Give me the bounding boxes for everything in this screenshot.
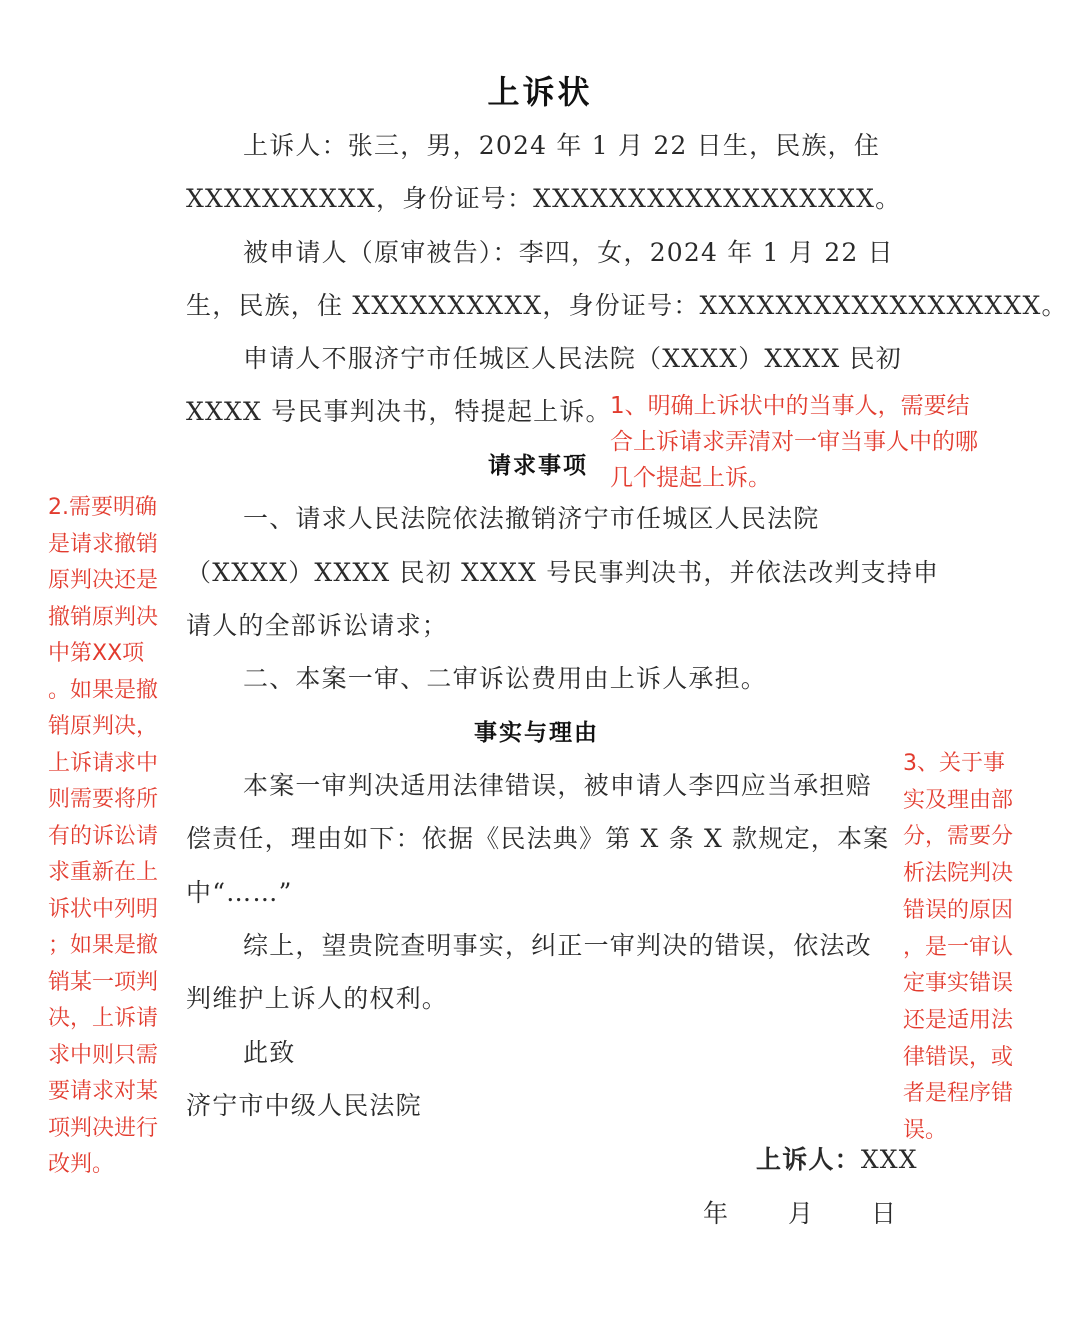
annotation-note-2-line: 原判决还是 <box>48 568 159 593</box>
facts-line-2: 偿责任，理由如下：依据《民法典》第 X 条 X 款规定，本案 <box>186 824 890 853</box>
section-heading-requests: 请求事项 <box>488 453 588 479</box>
conclusion-line-1: 综上，望贵院查明事实，纠正一审判决的错误，依法改 <box>243 931 872 960</box>
annotation-note-2-line: 。如果是撤 <box>48 677 159 703</box>
annotation-note-2-line: 中第XX项 <box>48 641 145 666</box>
annotation-note-3-line: 误。 <box>903 1118 948 1144</box>
appellant-line-2: XXXXXXXXXX，身份证号：XXXXXXXXXXXXXXXXXX。 <box>186 184 902 213</box>
annotation-note-3-line: 3、关于事 <box>903 751 1005 776</box>
annotation-note-2-line: 有的诉讼请 <box>48 823 159 849</box>
signature-label: 上诉人： <box>756 1145 861 1174</box>
annotation-note-2-line: 要请求对某 <box>48 1079 159 1104</box>
request-2-line: 二、本案一审、二审诉讼费用由上诉人承担。 <box>243 664 768 693</box>
annotation-note-2-line: 改判。 <box>48 1152 115 1177</box>
annotation-note-3-line: 律错误，或 <box>903 1044 1014 1070</box>
annotation-note-2-line: 销原判决， <box>48 714 159 739</box>
annotation-note-2-line: 决，上诉请 <box>48 1006 159 1031</box>
request-1-line-2: （XXXX）XXXX 民初 XXXX 号民事判决书，并依法改判支持申 <box>186 558 940 587</box>
intro-line-2: XXXX 号民事判决书，特提起上诉。 <box>186 397 612 426</box>
court-name: 济宁市中级人民法院 <box>186 1091 422 1120</box>
date-day: 日 <box>871 1199 897 1228</box>
annotation-note-1-line: 1、明确上诉状中的当事人，需要结 <box>610 393 970 419</box>
annotation-note-3-line: 错误的原因 <box>903 897 1014 923</box>
annotation-note-2-line: 诉状中列明 <box>48 896 159 922</box>
annotation-note-2-line: 销某一项判 <box>48 969 159 995</box>
respondent-line-2: 生，民族，住 XXXXXXXXXX，身份证号：XXXXXXXXXXXXXXXXXX。 <box>186 291 1068 320</box>
signature <box>756 1144 918 1176</box>
annotation-note-2-line: 2.需要明确 <box>48 495 157 520</box>
annotation-note-1-line: 几个提起上诉。 <box>610 465 771 491</box>
facts-line-3: 中“……” <box>186 878 293 907</box>
annotation-note-1 <box>610 388 978 496</box>
facts-line-1: 本案一审判决适用法律错误，被申请人李四应当承担赔 <box>243 771 872 800</box>
annotation-note-3-line: 析法院判决 <box>903 861 1014 887</box>
annotation-note-2-line: 上诉请求中 <box>48 750 159 776</box>
annotation-note-2-line: 撤销原判决 <box>48 604 159 630</box>
annotation-note-2-line: 是请求撤销 <box>48 531 159 557</box>
respondent-line-1: 被申请人（原审被告）：李四，女，2024 年 1 月 22 日 <box>243 238 894 267</box>
date-month: 月 <box>788 1199 814 1228</box>
annotation-note-2-line: 项判决进行 <box>48 1115 159 1141</box>
annotation-note-1-line: 合上诉请求弄清对一审当事人中的哪 <box>610 429 978 455</box>
intro-line-1: 申请人不服济宁市任城区人民法院（XXXX）XXXX 民初 <box>243 344 902 373</box>
request-1-line-3: 请人的全部诉讼请求； <box>186 611 449 640</box>
annotation-note-3-line: 实及理由部 <box>903 787 1014 813</box>
annotation-note-3-line: 者是程序错 <box>903 1081 1014 1107</box>
annotation-note-2-line: 求中则只需 <box>48 1042 159 1068</box>
annotation-note-2-line: 则需要将所 <box>48 787 159 812</box>
annotation-note-3 <box>903 746 1013 1150</box>
section-heading-facts: 事实与理由 <box>474 720 599 746</box>
appellant-line-1: 上诉人：张三，男，2024 年 1 月 22 日生，民族，住 <box>243 131 881 160</box>
annotation-note-2 <box>48 490 158 1184</box>
signature-name: XXX <box>860 1145 918 1174</box>
document-title: 上诉状 <box>487 73 593 111</box>
conclusion-line-2: 判维护上诉人的权利。 <box>186 984 449 1013</box>
annotation-note-3-line: 定事实错误 <box>903 971 1014 997</box>
closing-salutation: 此致 <box>243 1038 296 1067</box>
annotation-note-3-line: 分，需要分 <box>903 824 1014 850</box>
date-year: 年 <box>703 1199 729 1228</box>
annotation-note-2-line: ；如果是撤 <box>48 933 159 958</box>
annotation-note-3-line: ，是一审认 <box>903 934 1014 960</box>
request-1-line-1: 一、请求人民法院依法撤销济宁市任城区人民法院 <box>243 504 820 533</box>
annotation-note-3-line: 还是适用法 <box>903 1007 1014 1033</box>
annotation-note-2-line: 求重新在上 <box>48 860 159 885</box>
